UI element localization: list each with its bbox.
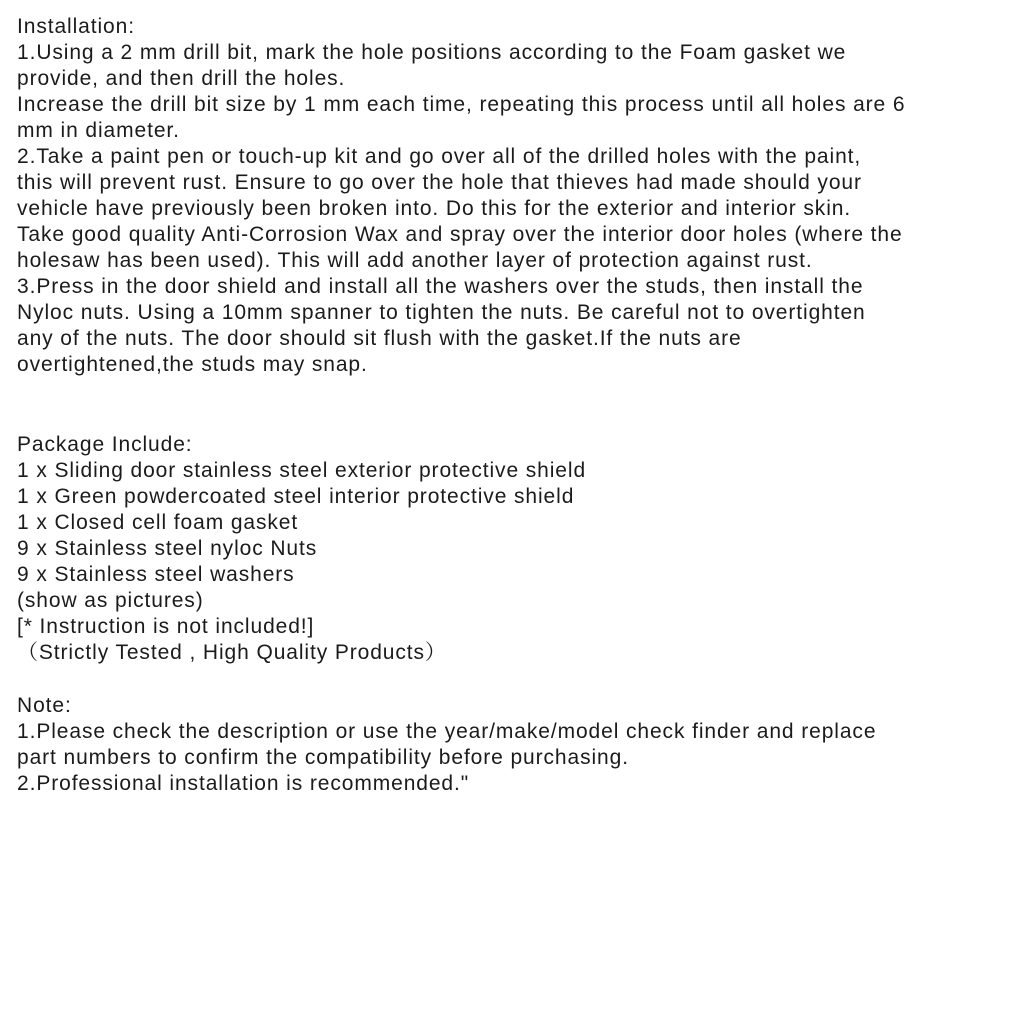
product-description-document bbox=[17, 14, 1013, 797]
text-line: 1 x Sliding door stainless steel exterior protective shield bbox=[17, 459, 587, 482]
text-line: holesaw has been used). This will add another layer of protection against rust. bbox=[17, 249, 813, 272]
text-line: 3.Press in the door shield and install all the washers over the studs, then install the bbox=[17, 275, 864, 298]
text-line: 9 x Stainless steel washers bbox=[17, 563, 295, 586]
section-note bbox=[17, 693, 1013, 797]
section-installation bbox=[17, 14, 1013, 378]
text-line: 2.Professional installation is recommended." bbox=[17, 772, 470, 795]
text-line: 1.Please check the description or use the year/make/model check finder and replace bbox=[17, 720, 877, 743]
text-line: provide, and then drill the holes. bbox=[17, 67, 346, 90]
text-line: any of the nuts. The door should sit flush with the gasket.If the nuts are bbox=[17, 327, 742, 350]
text-line: 1 x Closed cell foam gasket bbox=[17, 511, 299, 534]
text-line: Increase the drill bit size by 1 mm each time, repeating this process until all holes are 6 bbox=[17, 93, 906, 116]
section-package-include bbox=[17, 432, 1013, 666]
text-line: mm in diameter. bbox=[17, 119, 180, 142]
text-line: this will prevent rust. Ensure to go over the hole that thieves had made should your bbox=[17, 171, 862, 194]
text-line: Installation: bbox=[17, 15, 135, 38]
text-line: （Strictly Tested , High Quality Products） bbox=[17, 641, 447, 664]
text-line: vehicle have previously been broken into. Do this for the exterior and interior skin. bbox=[17, 197, 852, 220]
text-line: 1 x Green powdercoated steel interior protective shield bbox=[17, 485, 575, 508]
text-line: Take good quality Anti-Corrosion Wax and spray over the interior door holes (where the bbox=[17, 223, 903, 246]
text-line: 2.Take a paint pen or touch-up kit and go over all of the drilled holes with the paint, bbox=[17, 145, 862, 168]
text-line: overtightened,the studs may snap. bbox=[17, 353, 368, 376]
text-line: Note: bbox=[17, 694, 72, 717]
text-line: Nyloc nuts. Using a 10mm spanner to tighten the nuts. Be careful not to overtighten bbox=[17, 301, 866, 324]
text-line: Package Include: bbox=[17, 433, 193, 456]
text-line: 9 x Stainless steel nyloc Nuts bbox=[17, 537, 318, 560]
text-line: part numbers to confirm the compatibility before purchasing. bbox=[17, 746, 629, 769]
text-line: (show as pictures) bbox=[17, 589, 204, 612]
text-line: 1.Using a 2 mm drill bit, mark the hole positions according to the Foam gasket we bbox=[17, 41, 847, 64]
text-line: [* Instruction is not included!] bbox=[17, 615, 315, 638]
